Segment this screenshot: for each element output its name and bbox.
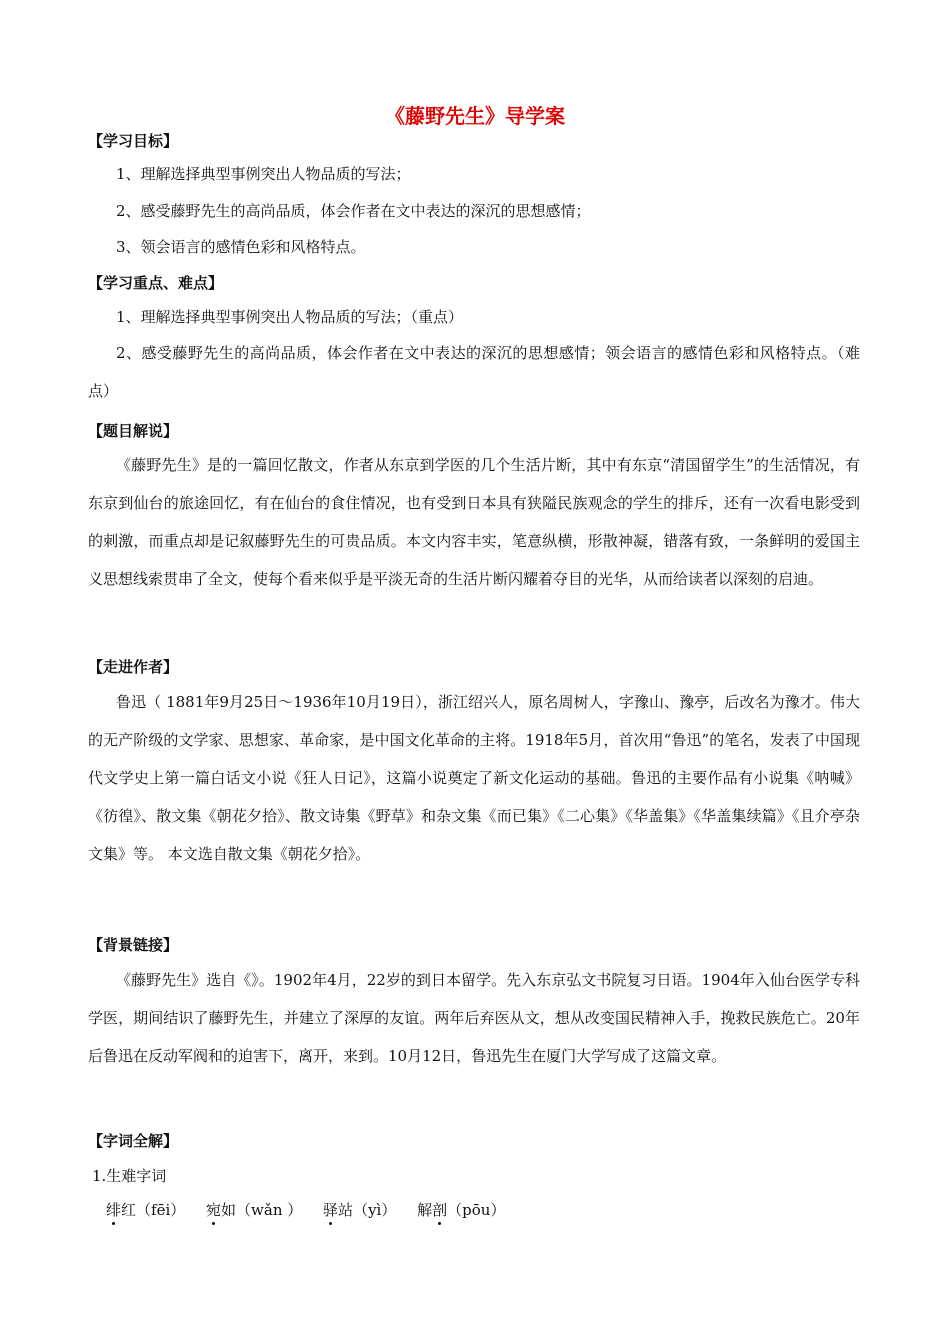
author-paragraph: 鲁迅（ 1881年9月25日～1936年10月19日），浙江绍兴人，原名周树人，字豫山、豫亭，后改名为豫才。伟大的无产阶级的文学家、思想家、革命家，是中国文化革命的主将。1918年5月，首次用“鲁迅”的笔名，发表了中国现代文学史上第一篇白话文小说《狂人日记》，这篇小说奠定了新文化运动的基础。鲁迅的主要作品有小说集《呐喊》《彷徨》、散文集《朝花夕拾》、散文诗集《野草》和杂文集《而已集》《二心集》《华盖集》《华盖集续篇》《且介亭杂文集》等。 本文选自散文集《朝花夕拾》。	[88, 693, 860, 863]
section-heading-author: 【走进作者】	[88, 658, 179, 676]
vocab-item: 绯红（fēi）	[106, 1201, 186, 1219]
vocab-item: 解剖（pōu）	[417, 1201, 506, 1219]
section-heading-background: 【背景链接】	[88, 936, 179, 954]
vocabulary-subheading: 1.生难字词	[92, 1167, 167, 1185]
vocabulary-list	[106, 1199, 521, 1220]
key-point-item-2: 2、感受藤野先生的高尚品质，体会作者在文中表达的深沉的思想感情；领会语言的感情色彩和风格特点。（难点）	[88, 344, 860, 400]
section-heading-vocabulary: 【字词全解】	[88, 1132, 179, 1150]
title-explain-paragraph: 《藤野先生》是的一篇回忆散文，作者从东京到学医的几个生活片断，其中有东京“清国留学生”的生活情况，有东京到仙台的旅途回忆，有在仙台的食住情况，也有受到日本具有狭隘民族观念的学生的排斥，还有一次看电影受到的刺激，而重点却是记叙藤野先生的可贵品质。本文内容丰实，笔意纵横，形散神凝，错落有致，一条鲜明的爱国主义思想线索贯串了全文，使每个看来似乎是平淡无奇的生活片断闪耀着夺目的光华，从而给读者以深刻的启迪。	[88, 456, 860, 588]
section-heading-key-points: 【学习重点、难点】	[88, 274, 224, 292]
vocab-item: 驿站（yì）	[323, 1201, 397, 1219]
page-title: 《藤野先生》导学案	[385, 104, 565, 128]
section-heading-goals: 【学习目标】	[88, 132, 179, 150]
goal-item-3: 3、领会语言的感情色彩和风格特点。	[116, 238, 366, 256]
section-heading-title-explain: 【题目解说】	[88, 422, 179, 440]
vocab-item: 宛如（wǎn ）	[206, 1201, 303, 1219]
goal-item-2: 2、感受藤野先生的高尚品质，体会作者在文中表达的深沉的思想感情；	[116, 202, 591, 220]
background-paragraph: 《藤野先生》选自《》。1902年4月，22岁的到日本留学。先入东京弘文书院复习日语。1904年入仙台医学专科学医，期间结识了藤野先生，并建立了深厚的友谊。两年后弃医从文，想从改变国民精神入手，挽救民族危亡。20年后鲁迅在反动军阀和的迫害下，离开，来到。10月12日，鲁迅先生在厦门大学写成了这篇文章。	[88, 971, 860, 1065]
key-point-item-1: 1、理解选择典型事例突出人物品质的写法；（重点）	[116, 308, 464, 326]
goal-item-1: 1、理解选择典型事例突出人物品质的写法；	[116, 165, 411, 183]
